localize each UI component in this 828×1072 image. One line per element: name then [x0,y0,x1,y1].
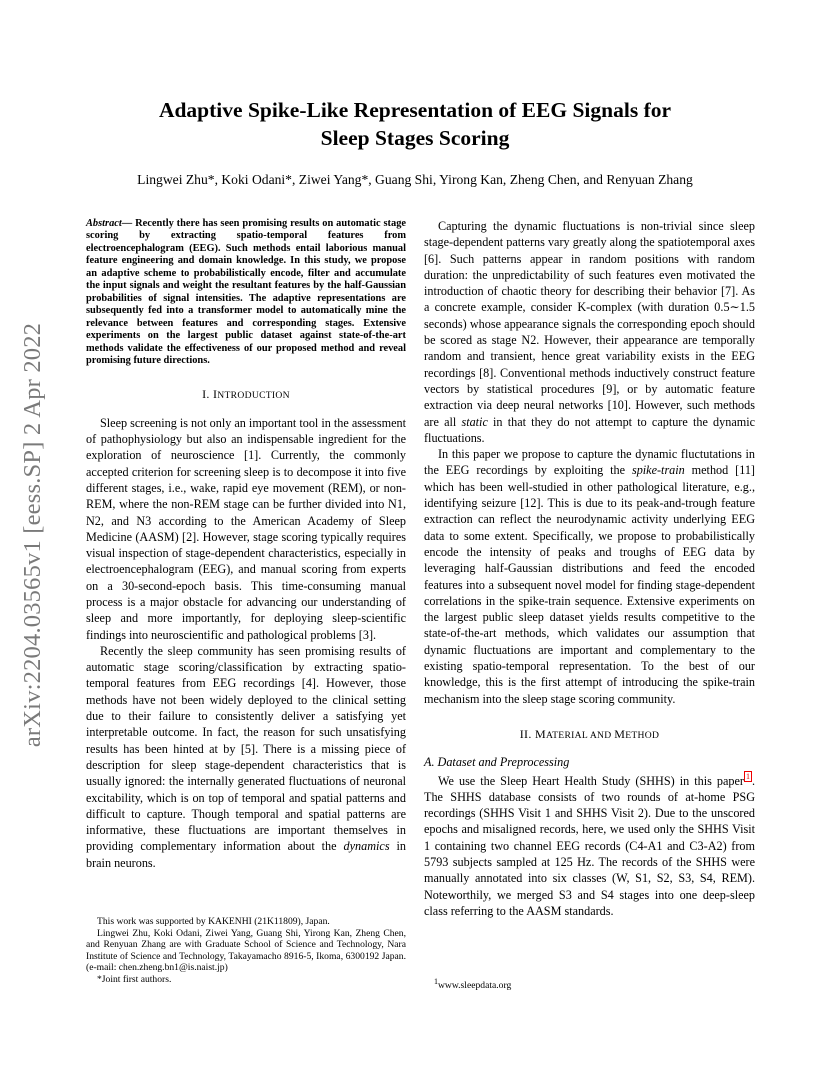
section-initial: M [534,726,546,741]
text-run: In this paper we propose to capture the dynamic fluctutations in the EEG recordings by exploiting the [424,447,755,478]
section-rest: NTRODUCTION [217,390,290,402]
text-run: Recently the sleep community has seen promising results of automatic stage scoring/classification by extracting spatio-temporal features from EEG recordings [4]. However, those methods have not been widely deployed to the clinical setting due to their failure to consistently deliver a satisfying yet interpretable outcome. In fact, the reason for such unsatisfying results has been hinted at by [5]. There is a missing piece of description for sleep stage-dependent characteristics that is usually ignored: the internally generated fluctuations of neuronal excitability, which is on top of temporal and spatial patterns and difficult to capture. Though temporal and spatial patterns are informative, these fluctuations are important themselves in providing complementary information about the [86,643,406,854]
emphasis: dynamics [343,839,390,854]
right-paragraph-2 [424,446,755,707]
abstract-dash: — [121,218,136,229]
text-run: . The SHHS database consists of two rounds of at-home PSG recordings (SHHS Visit 1 and SHHS Visit 2). Due to the unscored epochs and misaligned records, here, we used only the SHHS Visit 1 containing two channel EEG records (C4-A1 and C3-A2) from 5793 subjects sampled at 125 Hz. The records of the SHHS were manually annotated into six classes (W, S1, S2, S3, S4, REM). Noteworthily, we merged S3 and S4 stages into one deep-sleep class referring to the AASM standards. [424,773,755,918]
subsection-heading-dataset: A. Dataset and Preprocessing [424,755,570,770]
paper-title [100,96,730,152]
section-rest: ETHOD [625,729,660,741]
text-run: Capturing the dynamic fluctuations is non-trivial since sleep stage-dependent patterns vary greatly along the spatiotemporal axes [6]. Such patterns appear in random positions with random duration: the unpredictability of such features even motivated the introduction of chaotic theory for describing their behavior [7]. As a concrete example, consider K-complex (with duration 0.5∼1.5 seconds) whose appearance signals the corresponding epoch should be scored as stage N2. However, their appearance are temporally random and transient, hence great variability exists in the EEG recordings [8]. Conventional methods inductively construct feature vectors by statistical procedures [9], or by automatic feature extraction via deep neural networks [10]. However, such methods are all [424,219,755,429]
title-line-1: Adaptive Spike-Like Representation of EEG Signals for [158,98,672,122]
emphasis: spike-train [631,463,685,478]
footnote-funding: This work was supported by KAKENHI (21K11809), Japan. [97,916,330,927]
text-run: in that they do not attempt to capture the dynamic fluctuations. [424,414,756,445]
text-run: method [11] which has been well-studied in other pathological literature, e.g., identifying seizure [12]. This is due to its peak-and-trough feature extraction can reflect the neurodynamic activity underlying EEG data to some extent. Specifically, we propose to probabilistically encode the intensity of peaks and troughs of EEG data by leveraging half-Gaussian distributions and feed the encoded features into a subsequent novel model for finding stage-dependent correlations in the spike-train sequence. Extensive experiments on the largest public sleep dataset yields results competitive to the state-of-the-art methods, which validates our assumption that dynamic fluctuations are important and complementary to the existing spatio-temporal representation. To the best of our knowledge, this is the first attempt of introducing the spike-train mechanism into the sleep stage scoring community. [424,463,755,706]
section-numeral: I. [202,387,213,402]
footnote-joint-authors: *Joint first authors. [97,973,172,985]
dataset-paragraph [424,773,755,920]
abstract-text: Recently there has seen promising results on automatic stage scoring by extracting spatio-temporal features from electroencephalogram (EEG). Such methods entail laborious manual feature engineering and domain knowledge. In this study, we propose an adaptive scheme to probabilistically encode, filter and accumulate the input signals and weight the resultant features by the half-Gaussian probabilities of signal intensities. The adaptive representations are subsequently fed into a transformer model to automatically mine the relevance between features and corresponding stages. Extensive experiments on the largest public dataset against state-of-the-art methods validate the effectiveness of our proposed method and reveal promising future directions. [86,218,407,366]
footnote-affiliation: Lingwei Zhu, Koki Odani, Ziwei Yang, Guang Shi, Yirong Kan, Zheng Chen, and Renyuan Zhang are with Graduate School of Science and Technology, Nara Institute of Science and Technology, Takayamacho 8916-5, Ikoma, 6300192 Japan. (e-mail: chen.zheng.bn1@is.naist.jp) [86,927,406,973]
title-line-2: Sleep Stages Scoring [320,126,510,150]
abstract [86,218,406,367]
footnote-url-text[interactable]: www.sleepdata.org [438,980,512,992]
right-footnote [424,976,755,992]
arxiv-watermark [18,290,48,780]
section-initial: I [213,387,218,402]
text-run: in brain neurons. [86,839,407,870]
footnote-link[interactable]: 1 [745,772,750,782]
footnote-url [424,976,755,992]
emphasis: static [461,414,488,429]
section-numeral: II. [519,726,535,741]
abstract-label: Abstract [86,218,122,229]
section-heading-material-method [424,726,755,744]
section-initial: M [614,726,626,741]
right-column [424,218,755,919]
section-rest: ATERIAL AND [545,729,615,741]
section-heading-introduction [86,386,406,404]
footnote-mark: 1 [434,977,438,986]
text-run: We use the Sleep Heart Health Study (SHHS) in this paper [438,773,744,788]
author-list: Lingwei Zhu*, Koki Odani*, Ziwei Yang*, Guang Shi, Yirong Kan, Zheng Chen, and Renyuan Zhang [137,172,693,187]
left-footnotes [86,916,406,985]
left-column [86,218,406,871]
right-paragraph-1 [424,218,755,446]
intro-paragraph-2 [86,643,406,871]
arxiv-identifier[interactable]: arXiv:2204.03565v1 [eess.SP] 2 Apr 2022 [19,322,46,748]
intro-paragraph-1: Sleep screening is not only an important tool in the assessment of pathophysiology but also an indispensable ingredient for the exploration of neuroscience [1]. Currently, the commonly accepted criterion for screening sleep is to decompose it into five different stages, i.e., wake, rapid eye movement (REM), or non-REM, where the non-REM stage can be further divided into N1, N2, and N3 according to the American Academy of Sleep Medicine (AASM) [2]. However, stage scoring typically requires visual inspection of stage-dependent characteristics, especially in electroencephalogram (EEG), and manual scoring from experts on a 30-second-epoch basis. This time-consuming manual process is a major obstacle for advancing our understanding of sleep and more importantly, for deploying sleep-scientific findings into neuroscientific and pathological problems [3]. [86,415,406,642]
